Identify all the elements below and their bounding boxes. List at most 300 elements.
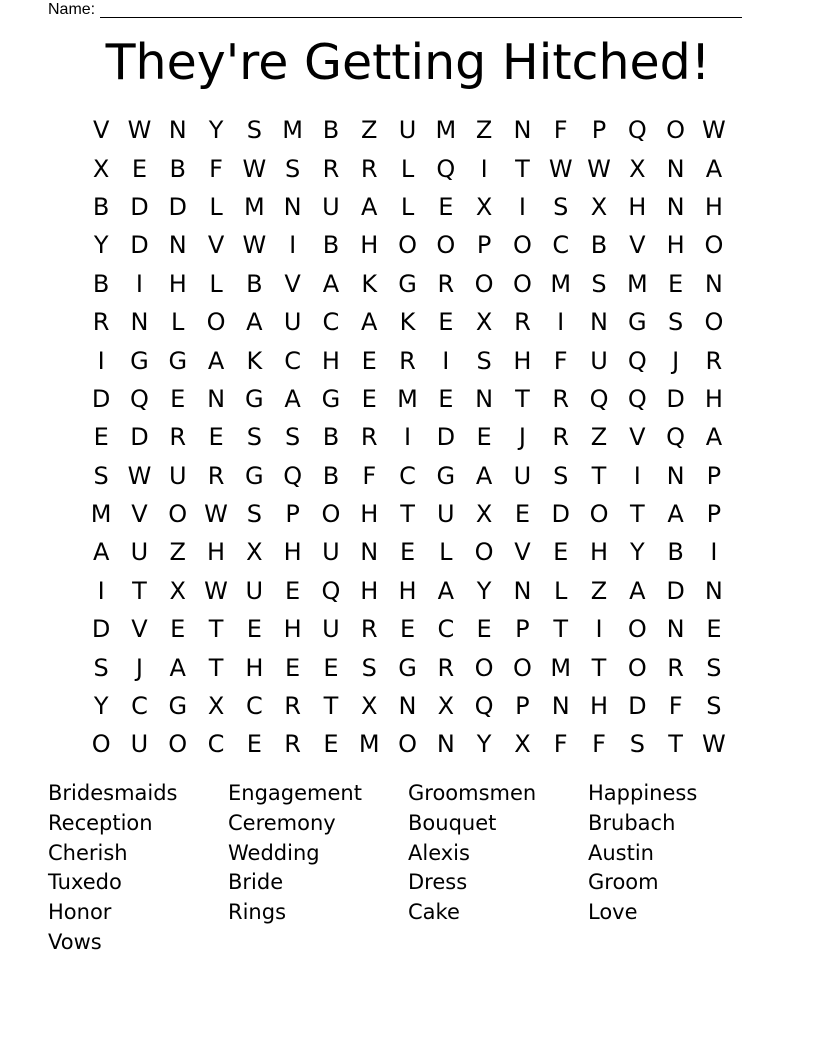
grid-letter: R: [92, 308, 110, 337]
grid-letter: B: [667, 538, 684, 567]
grid-letter: U: [322, 615, 340, 644]
word-list-item: Love: [588, 900, 638, 925]
grid-letter: N: [666, 154, 685, 183]
grid-letter: I: [595, 615, 603, 644]
grid-letter: I: [480, 154, 488, 183]
grid-letter: N: [590, 308, 608, 337]
grid-letter: V: [514, 538, 531, 567]
grid-letter: V: [207, 231, 225, 260]
grid-letter: A: [629, 576, 646, 605]
grid-letter: C: [437, 615, 455, 644]
grid-letter: A: [361, 192, 378, 221]
grid-letter: Q: [283, 461, 303, 490]
grid-letter: X: [437, 692, 455, 721]
grid-letter: O: [398, 730, 417, 759]
name-underline: [100, 3, 742, 18]
grid-letter: Q: [627, 384, 647, 413]
grid-letter: C: [131, 692, 148, 721]
grid-letter: E: [438, 308, 454, 337]
grid-letter: R: [514, 308, 531, 337]
grid-letter: B: [322, 231, 340, 260]
grid-letter: R: [552, 384, 570, 413]
grid-letter: R: [437, 269, 455, 298]
grid-letter: I: [97, 576, 105, 605]
grid-letter: W: [204, 500, 228, 529]
grid-letter: G: [245, 461, 264, 490]
grid-letter: R: [284, 692, 301, 721]
grid-letter: D: [130, 231, 149, 260]
grid-letter: L: [171, 308, 185, 337]
grid-row: [82, 610, 733, 648]
grid-letter: E: [706, 615, 722, 644]
grid-letter: D: [168, 192, 187, 221]
grid-letter: K: [399, 308, 416, 337]
grid-letter: Q: [666, 423, 686, 452]
grid-letter: G: [130, 346, 149, 375]
grid-letter: N: [666, 192, 685, 221]
grid-letter: F: [553, 116, 568, 145]
grid-letter: A: [92, 538, 110, 567]
grid-row: [82, 572, 733, 610]
grid-letter: P: [706, 500, 722, 529]
grid-letter: Z: [475, 116, 493, 145]
grid-letter: F: [553, 346, 568, 375]
grid-letter: H: [283, 538, 302, 567]
grid-letter: E: [438, 384, 454, 413]
grid-letter: W: [242, 231, 267, 260]
grid-letter: X: [475, 192, 493, 221]
grid-letter: N: [130, 308, 149, 337]
grid-letter: N: [436, 730, 455, 759]
word-list-item: Engagement: [228, 781, 362, 805]
grid-letter: V: [629, 231, 646, 260]
grid-letter: F: [362, 461, 377, 490]
grid-letter: U: [322, 538, 340, 567]
grid-letter: P: [285, 500, 300, 529]
grid-letter: E: [361, 346, 377, 375]
grid-letter: L: [400, 192, 415, 221]
grid-letter: R: [360, 423, 378, 452]
grid-letter: G: [168, 346, 188, 375]
grid-letter: S: [706, 692, 722, 721]
grid-letter: R: [322, 154, 340, 183]
grid-letter: M: [282, 116, 303, 145]
grid-letter: V: [284, 269, 301, 298]
grid-letter: D: [91, 384, 111, 413]
grid-letter: O: [474, 538, 494, 567]
grid-letter: Z: [590, 423, 608, 452]
word-list-item: Bouquet: [408, 810, 497, 835]
grid-letter: C: [245, 692, 263, 721]
grid-letter: R: [169, 423, 187, 452]
grid-letter: R: [552, 423, 570, 452]
grid-letter: S: [93, 461, 109, 490]
word-list-item: Happiness: [588, 781, 698, 805]
grid-letter: H: [666, 231, 685, 260]
word-list-item: Vows: [48, 929, 102, 954]
grid-letter: E: [361, 384, 377, 413]
grid-letter: O: [704, 231, 724, 260]
grid-letter: O: [704, 308, 724, 337]
grid-letter: Q: [474, 692, 494, 721]
grid-letter: H: [589, 538, 609, 567]
grid-letter: N: [704, 576, 723, 605]
word-list-item: Alexis: [408, 840, 470, 865]
grid-letter: D: [436, 423, 456, 452]
word-list-item: Groom: [588, 870, 659, 895]
grid-row: [82, 303, 733, 341]
grid-row: [82, 418, 733, 456]
grid-letter: W: [548, 154, 573, 183]
grid-letter: H: [283, 615, 302, 644]
grid-letter: M: [626, 269, 648, 298]
letter-grid: [82, 111, 733, 764]
grid-letter: J: [135, 653, 143, 682]
grid-letter: X: [629, 154, 646, 183]
grid-letter: C: [207, 730, 225, 759]
grid-letter: C: [399, 461, 416, 490]
grid-letter: D: [130, 192, 149, 221]
grid-letter: W: [702, 730, 726, 759]
grid-letter: Q: [589, 384, 609, 413]
grid-letter: L: [554, 576, 568, 605]
grid-letter: H: [360, 576, 379, 605]
grid-row: [82, 533, 733, 571]
grid-letter: B: [322, 116, 340, 145]
grid-letter: M: [550, 653, 572, 682]
grid-letter: W: [127, 461, 152, 490]
grid-letter: C: [322, 308, 340, 337]
grid-letter: A: [361, 308, 378, 337]
grid-letter: I: [403, 423, 412, 452]
grid-letter: T: [208, 615, 224, 644]
grid-letter: T: [515, 384, 530, 413]
grid-letter: N: [168, 116, 187, 145]
word-list-item: Honor: [48, 900, 112, 925]
grid-letter: R: [399, 346, 416, 375]
grid-letter: X: [475, 308, 493, 337]
grid-letter: S: [246, 500, 262, 529]
grid-letter: G: [628, 308, 647, 337]
grid-letter: E: [514, 500, 530, 529]
grid-letter: D: [628, 692, 647, 721]
grid-letter: U: [130, 538, 149, 567]
grid-letter: Z: [590, 576, 608, 605]
grid-letter: R: [437, 653, 455, 682]
grid-letter: I: [135, 269, 143, 298]
grid-letter: R: [284, 730, 301, 759]
grid-letter: A: [322, 269, 340, 298]
grid-letter: U: [322, 192, 340, 221]
grid-letter: S: [361, 653, 377, 682]
grid-letter: Q: [436, 154, 456, 183]
grid-row: [82, 188, 733, 226]
grid-row: [82, 226, 733, 264]
grid-letter: D: [666, 576, 685, 605]
grid-letter: T: [629, 500, 645, 529]
grid-letter: M: [397, 384, 418, 413]
grid-letter: O: [168, 730, 188, 759]
grid-letter: H: [589, 692, 609, 721]
grid-letter: M: [358, 730, 380, 759]
grid-letter: U: [130, 730, 149, 759]
grid-letter: X: [92, 154, 110, 183]
grid-letter: U: [398, 116, 417, 145]
grid-letter: E: [668, 269, 684, 298]
grid-letter: Q: [130, 384, 149, 413]
grid-letter: T: [208, 653, 224, 682]
grid-letter: Y: [476, 576, 492, 605]
grid-letter: E: [399, 538, 416, 567]
grid-row: [82, 687, 733, 725]
word-list-item: Austin: [588, 840, 654, 865]
grid-letter: R: [667, 653, 684, 682]
grid-letter: M: [243, 192, 265, 221]
grid-letter: S: [285, 154, 301, 183]
grid-letter: B: [92, 269, 110, 298]
grid-letter: C: [552, 231, 570, 260]
page-title: They're Getting Hitched!: [105, 34, 711, 91]
grid-letter: Y: [93, 692, 109, 721]
grid-letter: J: [518, 423, 526, 452]
grid-letter: T: [591, 461, 607, 490]
word-list-item: Cherish: [48, 840, 128, 865]
grid-letter: E: [399, 615, 416, 644]
grid-letter: O: [627, 653, 647, 682]
grid-letter: V: [629, 423, 646, 452]
grid-letter: E: [553, 538, 569, 567]
grid-letter: B: [169, 154, 186, 183]
grid-letter: B: [92, 192, 110, 221]
grid-letter: E: [170, 615, 186, 644]
grid-letter: S: [246, 116, 262, 145]
grid-letter: G: [168, 692, 188, 721]
word-list-item: Dress: [408, 870, 468, 895]
grid-letter: P: [476, 231, 492, 260]
grid-letter: I: [97, 346, 105, 375]
grid-letter: Z: [361, 116, 378, 145]
grid-letter: M: [550, 269, 572, 298]
grid-letter: U: [590, 346, 608, 375]
grid-letter: P: [706, 461, 722, 490]
grid-letter: D: [551, 500, 570, 529]
grid-letter: N: [704, 269, 723, 298]
grid-letter: U: [283, 308, 302, 337]
grid-letter: M: [435, 116, 457, 145]
grid-letter: G: [436, 461, 456, 490]
grid-letter: O: [512, 269, 532, 298]
grid-letter: N: [168, 231, 187, 260]
grid-letter: B: [246, 269, 263, 298]
grid-letter: E: [476, 615, 492, 644]
grid-letter: N: [475, 384, 494, 413]
grid-letter: E: [438, 192, 454, 221]
grid-letter: E: [131, 154, 148, 183]
grid-letter: S: [667, 308, 684, 337]
grid-letter: T: [515, 154, 530, 183]
grid-letter: J: [672, 346, 680, 375]
grid-letter: I: [710, 538, 718, 567]
grid-letter: O: [627, 615, 647, 644]
word-list-item: Brubach: [588, 810, 676, 835]
grid-letter: O: [168, 500, 188, 529]
name-field: [48, 0, 742, 18]
grid-letter: Q: [627, 116, 647, 145]
word-list: [48, 779, 768, 958]
grid-letter: F: [553, 730, 568, 759]
grid-letter: V: [131, 500, 148, 529]
grid-letter: L: [209, 269, 223, 298]
grid-letter: A: [667, 500, 684, 529]
word-list-item: Rings: [228, 900, 287, 925]
grid-letter: U: [437, 500, 455, 529]
grid-letter: G: [398, 269, 417, 298]
grid-letter: E: [285, 576, 301, 605]
grid-letter: T: [591, 653, 607, 682]
grid-letter: A: [169, 653, 186, 682]
grid-letter: R: [705, 346, 723, 375]
grid-letter: D: [91, 615, 111, 644]
grid-letter: O: [206, 308, 226, 337]
grid-letter: O: [666, 116, 686, 145]
grid-letter: G: [245, 384, 264, 413]
grid-letter: T: [132, 576, 147, 605]
grid-letter: R: [360, 154, 378, 183]
grid-letter: T: [553, 615, 569, 644]
grid-letter: I: [289, 231, 297, 260]
grid-row: [82, 648, 733, 686]
grid-letter: O: [474, 653, 494, 682]
grid-letter: H: [245, 653, 264, 682]
grid-letter: O: [321, 500, 341, 529]
grid-letter: P: [591, 116, 607, 145]
grid-letter: T: [668, 730, 683, 759]
grid-row: [82, 149, 733, 187]
grid-letter: S: [476, 346, 492, 375]
word-list-item: Cake: [408, 900, 460, 925]
grid-letter: R: [360, 615, 378, 644]
grid-letter: C: [284, 346, 302, 375]
grid-letter: I: [442, 346, 450, 375]
grid-row: [82, 111, 733, 149]
grid-letter: N: [666, 615, 685, 644]
grid-letter: N: [207, 384, 226, 413]
grid-letter: E: [93, 423, 109, 452]
grid-letter: N: [283, 192, 302, 221]
grid-letter: B: [590, 231, 608, 260]
grid-letter: L: [439, 538, 453, 567]
grid-letter: O: [91, 730, 111, 759]
grid-letter: U: [513, 461, 532, 490]
grid-letter: X: [590, 192, 608, 221]
grid-letter: L: [400, 154, 415, 183]
grid-letter: S: [706, 653, 722, 682]
word-list-item: Bridesmaids: [48, 781, 178, 805]
grid-letter: S: [553, 461, 569, 490]
grid-letter: O: [398, 231, 417, 260]
grid-letter: H: [628, 192, 647, 221]
grid-letter: E: [208, 423, 224, 452]
grid-letter: K: [361, 269, 378, 298]
grid-letter: N: [398, 692, 417, 721]
grid-letter: K: [246, 346, 263, 375]
grid-letter: T: [400, 500, 415, 529]
grid-letter: H: [513, 346, 532, 375]
grid-letter: W: [242, 154, 267, 183]
grid-letter: O: [436, 231, 456, 260]
grid-letter: E: [246, 730, 262, 759]
grid-letter: L: [209, 192, 223, 221]
grid-letter: E: [246, 615, 262, 644]
grid-letter: E: [285, 653, 301, 682]
grid-letter: H: [207, 538, 226, 567]
grid-letter: O: [474, 269, 494, 298]
grid-letter: G: [398, 653, 417, 682]
grid-letter: M: [90, 500, 112, 529]
grid-letter: H: [360, 500, 379, 529]
grid-letter: S: [285, 423, 301, 452]
grid-letter: S: [246, 423, 262, 452]
grid-letter: B: [322, 423, 340, 452]
grid-letter: V: [131, 615, 148, 644]
grid-letter: Q: [321, 576, 341, 605]
grid-letter: H: [704, 384, 723, 413]
grid-letter: S: [553, 192, 569, 221]
grid-letter: X: [169, 576, 186, 605]
grid-letter: X: [361, 692, 378, 721]
word-list-item: Bride: [228, 870, 284, 895]
word-list-item: Wedding: [228, 840, 320, 865]
grid-letter: X: [246, 538, 263, 567]
grid-letter: Y: [93, 231, 109, 260]
grid-row: [82, 380, 733, 418]
grid-letter: P: [515, 692, 530, 721]
grid-letter: Y: [208, 116, 224, 145]
grid-letter: P: [515, 615, 530, 644]
grid-letter: Y: [629, 538, 645, 567]
grid-letter: W: [127, 116, 152, 145]
grid-letter: X: [207, 692, 225, 721]
grid-letter: B: [322, 461, 340, 490]
grid-letter: O: [512, 231, 532, 260]
grid-letter: N: [551, 692, 570, 721]
grid-letter: O: [512, 653, 532, 682]
grid-letter: W: [587, 154, 611, 183]
grid-letter: N: [513, 116, 532, 145]
grid-letter: E: [476, 423, 492, 452]
grid-letter: N: [360, 538, 379, 567]
word-list-item: Ceremony: [228, 810, 336, 835]
grid-letter: Z: [169, 538, 186, 567]
grid-letter: S: [93, 653, 109, 682]
name-label: Name:: [48, 1, 96, 18]
grid-letter: A: [246, 308, 263, 337]
grid-letter: E: [170, 384, 186, 413]
grid-letter: T: [323, 692, 339, 721]
grid-letter: R: [207, 461, 225, 490]
grid-letter: H: [360, 231, 379, 260]
grid-letter: I: [557, 308, 565, 337]
grid-row: [82, 265, 733, 303]
grid-letter: U: [168, 461, 187, 490]
grid-letter: E: [323, 730, 339, 759]
word-list-item: Tuxedo: [48, 870, 122, 895]
grid-letter: E: [323, 653, 339, 682]
grid-letter: G: [321, 384, 341, 413]
grid-letter: W: [204, 576, 228, 605]
grid-row: [82, 725, 733, 763]
grid-letter: X: [514, 730, 531, 759]
